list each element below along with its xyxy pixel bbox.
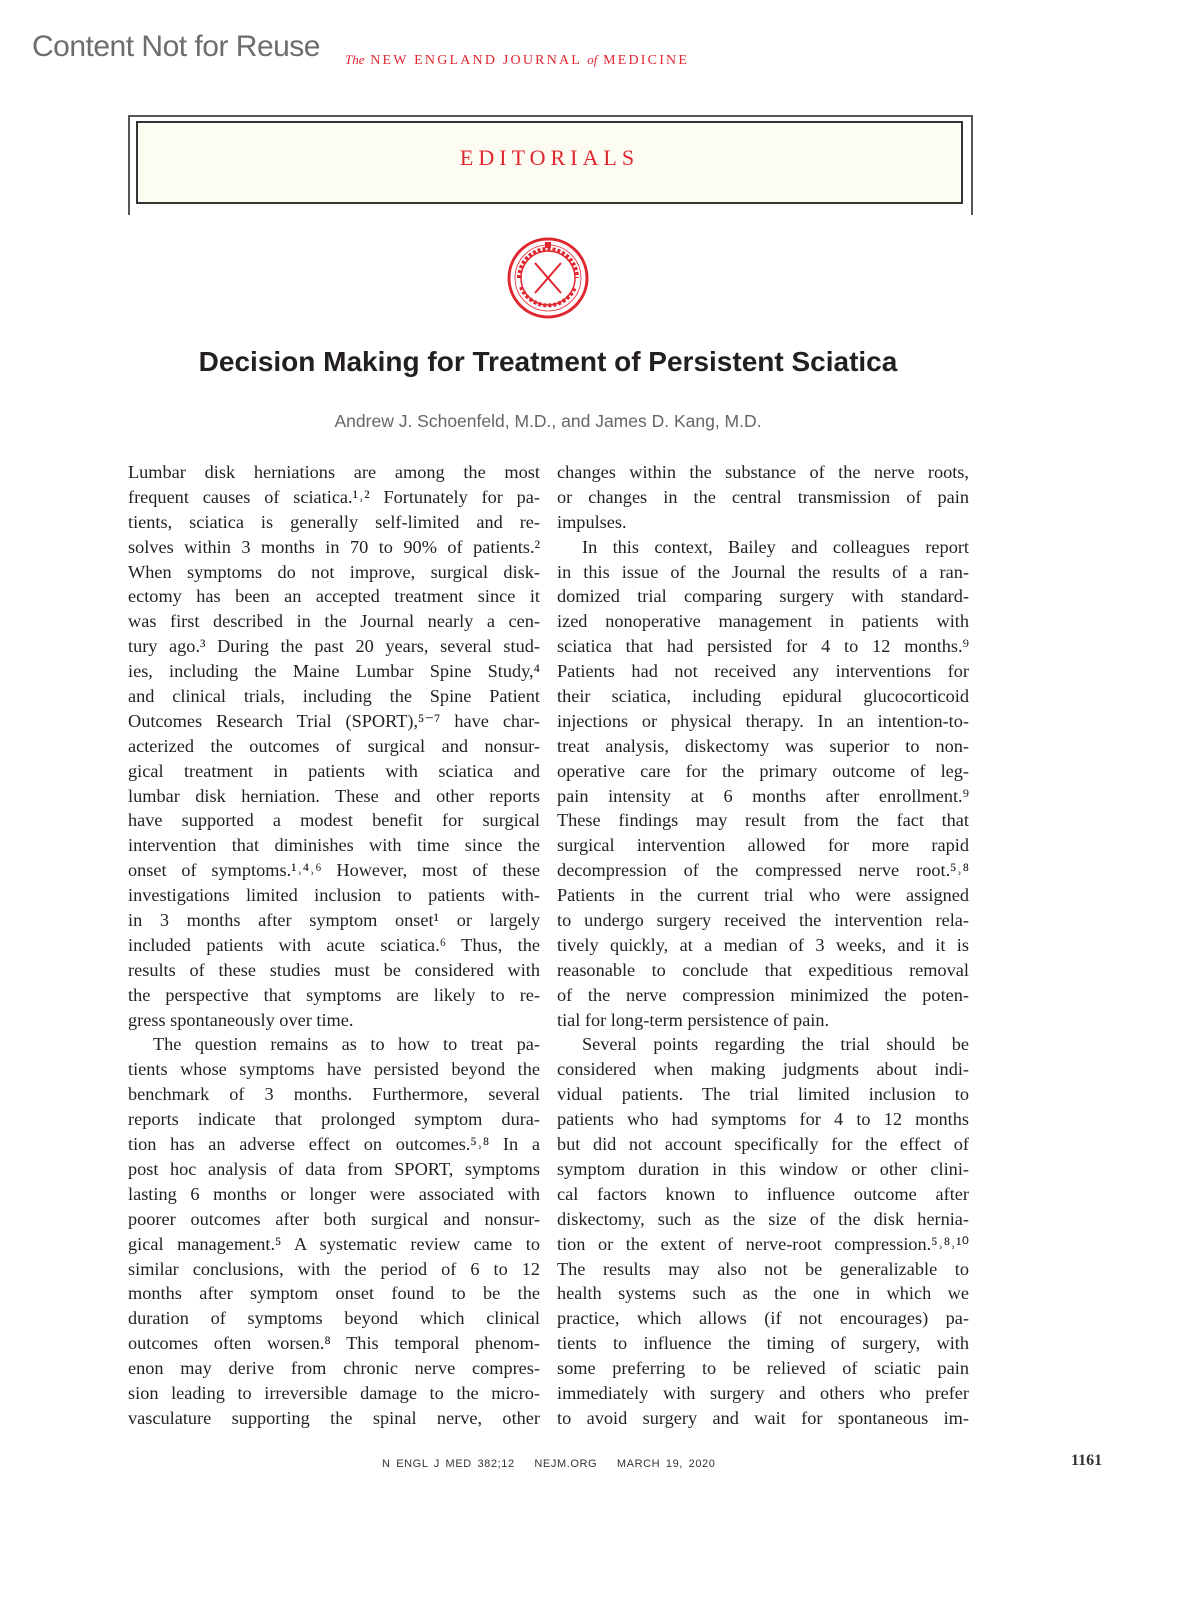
text-line: diskectomy, such as the size of the disk hernia- [557,1208,969,1229]
page-number: 1161 [1071,1452,1103,1469]
article-authors: Andrew J. Schoenfeld, M.D., and James D. Kang, M.D. [334,411,762,431]
text-line: changes within the substance of the nerve roots, [557,462,969,482]
text-line: sion leading to irreversible damage to the micro- [128,1382,540,1403]
text-line: reports indicate that prolonged symptom dura- [128,1109,540,1130]
footer-date: MARCH 19, 2020 [616,1458,716,1470]
text-line: tion has an adverse effect on outcomes.⁵˒⁸ In a [128,1134,540,1155]
text-line: gress spontaneously over time. [128,1009,354,1030]
text-line: sciatica that had persisted for 4 to 12 months.⁹ [557,636,969,657]
text-line: in 3 months after symptom onset¹ or largely [128,910,540,931]
text-line: Patients in the current trial who were assigned [557,885,969,906]
text-line: in this issue of the Journal the results of a ran- [557,561,969,582]
text-line: When symptoms do not improve, surgical disk- [128,561,540,582]
page-footer [382,1458,729,1470]
text-line: months after symptom onset found to be the [128,1283,540,1304]
text-line: The results may also not be generalizable to [557,1258,969,1279]
text-line: cal factors known to influence outcome after [557,1183,969,1204]
text-line: onset of symptoms.¹˒⁴˒⁶ However, most of these [128,860,540,881]
journal-name-part2: MEDICINE [603,53,690,68]
text-line: impulses. [557,511,627,532]
text-line: similar conclusions, with the period of 6 to 12 [128,1258,540,1279]
journal-seal-icon [507,237,589,319]
text-line: Outcomes Research Trial (SPORT),⁵⁻⁷ have char- [128,710,540,731]
text-line: poorer outcomes after both surgical and nonsur- [128,1208,540,1229]
text-line: patients who had symptoms for 4 to 12 months [557,1109,969,1130]
text-line: surgical intervention allowed for more rapid [557,835,969,856]
text-line: Patients had not received any interventions for [557,661,969,682]
text-line: decompression of the compressed nerve root.⁵˒⁸ [557,860,969,881]
text-line: tients to influence the timing of surgery, with [557,1333,969,1354]
text-line: duration of symptoms beyond which clinical [128,1308,540,1329]
text-line: immediately with surgery and others who prefer [557,1382,969,1403]
text-line: investigations limited inclusion to patients with- [128,885,540,906]
text-line: solves within 3 months in 70 to 90% of patients.² [128,536,540,557]
text-line: the perspective that symptoms are likely to re- [128,984,540,1005]
footer-citation: N ENGL J MED 382;12 [382,1458,515,1470]
text-line: operative care for the primary outcome of leg- [557,760,969,781]
text-line: treat analysis, diskectomy was superior to non- [557,735,969,756]
text-line: gical management.⁵ A systematic review came to [128,1233,540,1254]
journal-name-part1: NEW ENGLAND JOURNAL [370,53,582,68]
text-line: tients whose symptoms have persisted beyond the [128,1059,540,1080]
text-line: tion or the extent of nerve-root compression.⁵˒⁸˒¹⁰ [557,1233,969,1254]
body-column-right [557,460,969,1431]
text-line: results of these studies must be considered with [128,959,540,980]
text-line: symptom duration in this window or other clini- [557,1158,969,1179]
body-column-left [128,460,540,1431]
text-line: enon may derive from chronic nerve compres- [128,1358,540,1379]
journal-the: The [345,52,365,67]
text-line: reasonable to conclude that expeditious removal [557,959,969,980]
text-line: vasculature supporting the spinal nerve, other [128,1407,540,1428]
text-line: but did not account specifically for the effect of [557,1134,969,1155]
text-line: practice, which allows (if not encourages) pa- [557,1308,969,1329]
text-line: outcomes often worsen.⁸ This temporal phenom- [128,1333,540,1354]
text-line: of the nerve compression minimized the poten- [557,984,969,1005]
text-line: Several points regarding the trial should be [582,1034,969,1055]
text-line: The question remains as to how to treat pa- [153,1034,540,1055]
text-line: included patients with acute sciatica.⁶ Thus, the [128,934,540,955]
text-line: intervention that diminishes with time since the [128,835,540,856]
text-line: health systems such as the one in which we [557,1283,969,1304]
text-line: ized nonoperative management in patients with [557,611,969,632]
text-line: have supported a modest benefit for surgical [128,810,540,831]
text-line: their sciatica, including epidural glucocorticoid [557,686,969,707]
text-line: to undergo surgery received the intervention rela- [557,910,969,931]
text-line: acterized the outcomes of surgical and nonsur- [128,735,540,756]
journal-of: of [587,52,598,67]
text-line: tively quickly, at a median of 3 weeks, and it is [557,934,969,955]
text-line: was first described in the Journal nearly a cen- [128,611,540,632]
watermark: Content Not for Reuse [32,30,320,63]
text-line: ies, including the Maine Lumbar Spine Study,⁴ [128,661,540,682]
section-label: EDITORIALS [459,145,640,170]
text-line: tial for long-term persistence of pain. [557,1009,830,1030]
text-line: Lumbar disk herniations are among the most [128,462,540,482]
text-line: In this context, Bailey and colleagues report [582,536,969,557]
text-line: ectomy has been an accepted treatment since it [128,586,540,607]
journal-name [345,52,689,69]
text-line: tients, sciatica is generally self-limited and re- [128,511,540,532]
text-line: tury ago.³ During the past 20 years, several stud- [128,636,540,657]
text-line: lasting 6 months or longer were associated with [128,1183,540,1204]
text-line: or changes in the central transmission of pain [557,486,969,507]
text-line: benchmark of 3 months. Furthermore, several [128,1084,540,1105]
text-line: lumbar disk herniation. These and other reports [128,785,540,806]
text-line: and clinical trials, including the Spine Patient [128,686,540,707]
article-title: Decision Making for Treatment of Persistent Sciatica [198,346,898,377]
text-line: frequent causes of sciatica.¹˒² Fortunately for pa- [128,486,540,507]
text-line: injections or physical therapy. In an intention-to- [557,710,969,731]
text-line: vidual patients. The trial limited inclusion to [557,1084,969,1105]
footer-site: NEJM.ORG [534,1458,598,1470]
text-line: These findings may result from the fact that [557,810,969,831]
text-line: pain intensity at 6 months after enrollment.⁹ [557,785,969,806]
text-line: to avoid surgery and wait for spontaneous im- [557,1407,969,1428]
text-line: post hoc analysis of data from SPORT, symptoms [128,1158,540,1179]
text-line: some preferring to be relieved of sciatic pain [557,1358,969,1379]
text-line: gical treatment in patients with sciatica and [128,760,540,781]
text-line: domized trial comparing surgery with standard- [557,586,969,607]
text-line: considered when making judgments about indi- [557,1059,969,1080]
